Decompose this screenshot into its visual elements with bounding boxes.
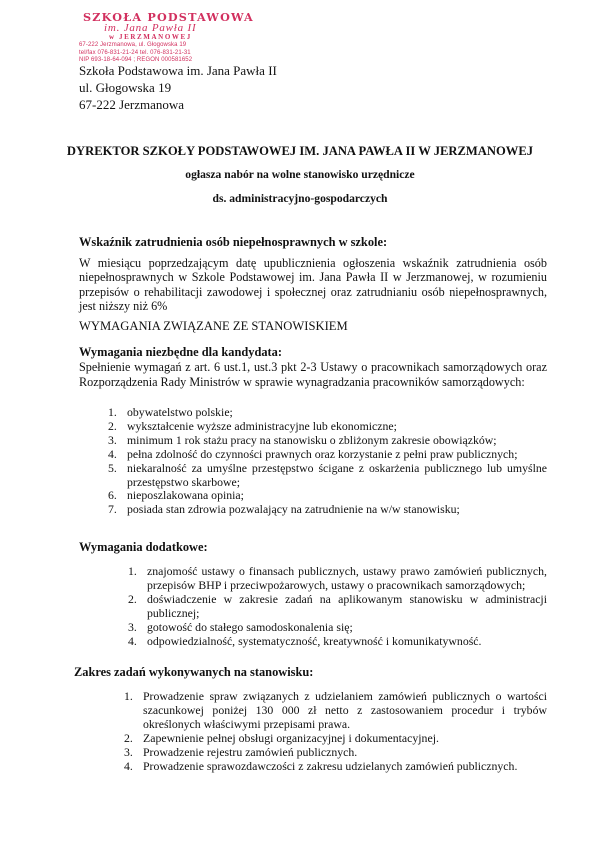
tasks-list [124,690,547,773]
list-item: 4. Prowadzenie sprawozdawczości z zakresu udzielanych zamówień publicznych. [124,758,518,773]
sender-address [79,62,277,113]
title-director: DYREKTOR SZKOŁY PODSTAWOWEJ IM. JANA PAWŁA II W JERZMANOWEJ [66,144,534,158]
tasks-section [74,664,542,680]
list-item: 6. nieposzlakowana opinia; [108,488,244,503]
list-item: 7. posiada stan zdrowia pozwalający na zatrudnienie na w/w stanowisku; [108,502,460,517]
stamp-nip-regon: NIP 693-18-64-094 ; REGON 000581652 [79,57,193,64]
tasks-list-section [124,690,547,773]
announcement-title [0,143,600,207]
list-item: 2. Zapewnienie pełnej obsługi organizacyjnej i dokumentacyjnej. [124,730,439,745]
list-item: 2. wykształcenie wyższe administracyjne lub ekonomiczne; [108,418,397,433]
additional-list-section [128,565,547,648]
required-section [79,344,547,389]
list-item: 3. minimum 1 rok stażu pracy na stanowisku o zbliżonym zakresie obowiązków; [108,432,497,447]
address-line-2: ul. Głogowska 19 [79,80,172,95]
required-heading: Wymagania niezbędne dla kandydata: [79,345,282,359]
list-item: 5. niekaralność za umyślne przestępstwo ścigane z oskarżenia publicznego lub umyślne przestępstwo skarbowe; [108,460,547,489]
disability-indicator-section [79,234,547,314]
list-item: 4. pełna zdolność do czynności prawnych oraz korzystanie z pełni praw publicznych; [108,446,518,461]
stamp-address: 67-222 Jerzmanowa, ul. Głogowska 19 [79,42,187,48]
list-item: 3. gotowość do stałego samodoskonalenia się; [128,619,353,634]
requirements-title: WYMAGANIA ZWIĄZANE ZE STANOWISKIEM [79,319,348,333]
required-list-section [108,406,547,517]
tasks-heading: Zakres zadań wykonywanych na stanowisku: [74,665,314,679]
required-intro: Spełnienie wymagań z art. 6 ust.1, ust.3 pkt 2-3 Ustawy o pracownikach samorządowych oraz Rozporządzenia Rady Ministrów w sprawie wynagradzania pracowników samorządowych: [79,360,547,389]
title-position: ds. administracyjno-gospodarczych [212,192,388,205]
requirements-title-section [79,318,547,334]
list-item: 1. obywatelstwo polskie; [108,405,233,419]
stamp-patron: im. Jana Pawła II [104,22,197,34]
additional-section [79,539,547,555]
address-line-1: Szkoła Podstawowa im. Jana Pawła II [79,63,277,78]
stamp-school-name: SZKOŁA PODSTAWOWA [83,10,254,24]
additional-list [128,565,547,648]
list-item: 2. doświadczenie w zakresie zadań na aplikowanym stanowisku w administracji publicznej; [128,591,547,620]
stamp-town: w JERZMANOWEJ [109,33,192,41]
list-item: 1. znajomość ustawy o finansach publicznych, ustawy prawo zamówień publicznych, przepisów BHP i przeciwpożarowych, ustawy o pracownikach samorządowych; [128,564,547,592]
indicator-heading: Wskaźnik zatrudnienia osób niepełnosprawnych w szkole: [79,235,388,249]
list-item: 4. odpowiedzialność, systematyczność, kreatywność i komunikatywność. [128,633,482,648]
title-announcement: ogłasza nabór na wolne stanowisko urzędnicze [185,168,415,181]
list-item: 3. Prowadzenie rejestru zamówień publicznych. [124,744,358,759]
additional-heading: Wymagania dodatkowe: [79,540,208,554]
indicator-text: W miesiącu poprzedzającym datę upublicznienia ogłoszenia wskaźnik zatrudnienia osób niepełnosprawnych w Szkole Podstawowej im. Jana Pawła II w Jerzmanowej, w rozumieniu przepisów o rehabilitacji zawodowej i społecznej oraz zatrudnianiu osób niepełnosprawnych, jest niższy niż 6% [79,256,547,314]
address-line-3: 67-222 Jerzmanowa [79,97,185,112]
required-list [108,406,547,517]
stamp-phone: tel/fax 076-831-21-24 tel. 076-831-21-31 [79,49,191,56]
school-stamp [79,11,259,65]
list-item: 1. Prowadzenie spraw związanych z udzielaniem zamówień publicznych o wartości szacunkowej poniżej 130 000 zł netto z zastosowaniem procedur i trybów określonych właściwymi przepisami prawa. [124,689,547,731]
